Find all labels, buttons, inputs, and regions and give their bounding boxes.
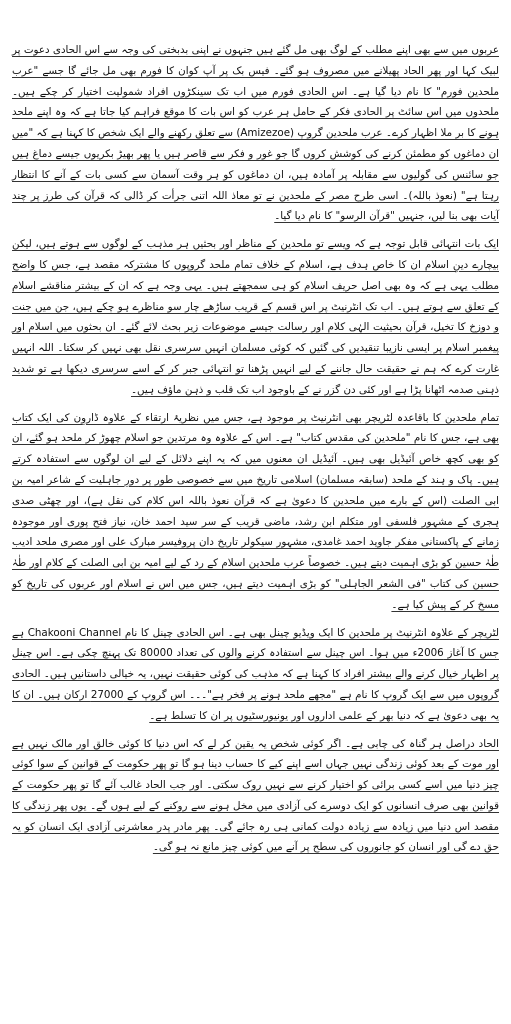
paragraph-text: ایک بات انتہائی قابل توجہ ہے کہ ویسے تو ملحدین کے مناظر اور بحثیں ہر مذہب کے لوگوں سے ہوتے ہیں، لیکن بیچارے دینِ اسلام ان کا خاص ہدف ہے، اسلام کے خلاف تمام ملحد گروپوں کا مشترکہ مقصد ہے، جس کا واضح مطلب یہی ہے کہ وہ بھی اصل حریف اسلام کو ہی سمجھتے ہیں۔ یہی وجہ ہے کہ ان کے بیشتر مناقشے اسلام کے تعلق سے ہوتے ہیں۔ اب تک انٹرنیٹ پر اس قسم کے قریب ساڑھے چار سو مناظرے ہو چکے ہیں، جن میں جنت و دوزخ کا تخیل، قرآن بحیثیت الہٰی کلام اور رسالت جیسے موضوعات زیر بحث لائے گئے۔ ان بحثوں میں اسلام اور پیغمبر اسلام پر ایسی نازیبا تنقیدیں کی گئیں کہ کوئی مسلمان انہیں سرسری نقل بھی نہیں کر سکتا۔ اللہ انہیں غارت کرے کہ ہم نے حقیقت حال جاننے کے لیے انہیں پڑھنا تو انتہائی جبر کر کے اسے سرسری دیکھا ہے تو شدید ذہنی صدمہ اٹھانا پڑا ہے اور کئی دن گزر نے کے باوجود اب تک قلب و ذہن ماؤف ہیں۔ (12, 238, 499, 396)
paragraph-text: الحاد دراصل ہر گناہ کی چابی ہے۔ اگر کوئی شخص یہ یقین کر لے کہ اس دنیا کا کوئی خالق اور مالک نہیں ہے اور موت کے بعد کوئی زندگی نہیں جہاں اسے اپنے کیے کا حساب دینا ہو گا تو پھر حکومت کے قوانین کے سوا کوئی چیز دنیا میں اسے کسی برائی کو اختیار کرنے سے نہیں روک سکتی۔ اور جب الحاد غالب آئے گا تو پھر حکومت کے قوانین بھی صرف انسانوں کو ایک دوسرے کی آزادی میں مخل ہونے سے روکنے کے لیے ہوں گے۔ یوں پھر زندگی کا مقصد اس دنیا میں زیادہ سے زیادہ دولت کمانی ہی رہ جائے گی۔ پھر مادر پدر معاشرتی آزادی ایک انسان کو یہ حق دے گی اور انسان کو جانوروں کی سطح پر آنے میں کوئی چیز مانع نہ ہو گی۔ (12, 737, 499, 854)
article-paragraph (12, 623, 499, 727)
article-paragraph (12, 40, 499, 227)
article-paragraph (12, 734, 499, 859)
paragraph-text: عربوں میں سے بھی اپنے مطلب کے لوگ بھی مل گئے ہیں جنہوں نے اپنی بدبختی کی وجہ سے اس الحادی دعوت پر لبیک کہا اور پھر الحاد پھیلانے میں مصروف ہو گئے۔ فیس بک پر آپ کوان کا فورم بھی مل جائے گا جسے "عرب ملحدین فورم" کا نام دیا گیا ہے۔ اس الحادی فورم میں اب تک سینکڑوں افراد شمولیت اختیار کر چکے ہیں۔ ملحدوں میں اس سائٹ پر الحادی فکر کے حامل ہر عرب کو اس بات کا موقع فراہم کیا جاتا ہے کہ وہ اپنے ملحد ہونے کا بر ملا اظہار کرے۔ عرب ملحدین گروپ (12, 44, 499, 140)
paragraph-text: تمام ملحدین کا باقاعدہ لٹریچر بھی انٹرنیٹ پر موجود ہے، جس میں نظریۂ ارتقاء کے علاوہ ڈاروِن کی ایک کتاب بھی ہے، جس کا نام "ملحدین کی مقدس کتاب" ہے۔ اس کے علاوہ وہ مرتدین جو اسلام چھوڑ کر ملحد ہو گئے، ان کو بھی کچھ خاص آئیڈیل بھی ہیں۔ آئیڈیل ان معنوں میں کہ یہ اپنے دلائل کے لیے ان لوگوں سے استفادہ کرتے ہیں۔ پاک و ہند کے ملحد (سابقہ مسلمان) اسلامی تاریخ میں سے خصوصی طور پر دورِ جاہلیت کے شاعر امیہ بن ابی الصلت (اس کے بارے میں ملحدین کا دعویٰ ہے کہ قرآن نعوذ باللہ اس کلام کی نقل ہے)، اور چھٹی صدی ہجری کے مشہور فلسفی اور متکلم ابن رشد، ماضی قریب کے سر سید احمد خان، نیاز فتح پوری اور موجودہ زمانے کے پاکستانی مفکر جاوید احمد غامدی، مشہور سیکولر تاریخ دان پروفیسر مبارک علی اور مصری ملحد ادیب طٰہٰ حسین کو بڑی اہمیت دیتے ہیں۔ خصوصاً عرب ملحدین اسلام کے رد کے لیے امیہ بن ابی الصلت کے کلام اور طٰہٰ حسین کی کتاب "فی الشعر الجاہلی" کو بڑی اہمیت دیتے ہیں، جس میں اس نے اسلام اور عربوں کی تاریخ کو مسخ کر کے پیش کیا ہے۔ (11, 411, 499, 611)
paragraph-text: لٹریچر کے علاوہ انٹرنیٹ پر ملحدین کا ایک ویڈیو چینل بھی ہے۔ اس الحادی چینل کا نام (121, 626, 500, 639)
paragraph-text: ہے جس کا آغاز 2006ء میں ہوا۔ اس چینل سے استفادہ کرنے والوں کی تعداد 80000 تک پہنچ چکی ہے۔ اس چینل پر اظہار خیال کرنے والے بیشتر افراد کا کہنا ہے کہ مذہب کی کوئی حقیقت نہیں، یہ خیالی داستانیں ہیں۔ الحادی گروپوں میں سے ایک گروپ کا نام ہے "مجھے ملحد ہونے پر فخر ہے"۔۔۔ اس گروپ کے 27000 ارکان ہیں۔ ان کا یہ بھی دعویٰ ہے کہ دنیا بھر کے علمی اداروں اور یونیورسٹیوں پر ان کا تسلط ہے۔ (12, 626, 499, 722)
latin-term: (Amizezoe) (236, 127, 295, 140)
paragraph-text: سے تعلق رکھنے والے ایک شخص کا کہنا ہے کہ "میں ان دماغوں کو مطمئن کرنے کی کوشش کروں گا جو غور و فکر سے قاصر ہیں یا پھر بھیڑ بکریوں جیسے دماغ ہیں جو سائنس کی گولیوں سے مقابلہ پر آمادہ ہیں، ان دماغوں کو ہر وقت آسمان سے کسی بات کے آنے کا انتظار رہتا ہے" (نعوذ باللہ)۔ اسی طرح مصر کے ملحدین نے تو معاذ اللہ اتنی جرأت کر ڈالی کہ قرآن کی طرز پر چند آیات بھی بنا لیں، جنہیں "قرآن الرسو" کا نام دیا گیا۔ (12, 127, 499, 223)
latin-term: Chakooni Channel (27, 626, 122, 639)
article-paragraph (12, 408, 499, 616)
article-paragraph (12, 234, 499, 400)
